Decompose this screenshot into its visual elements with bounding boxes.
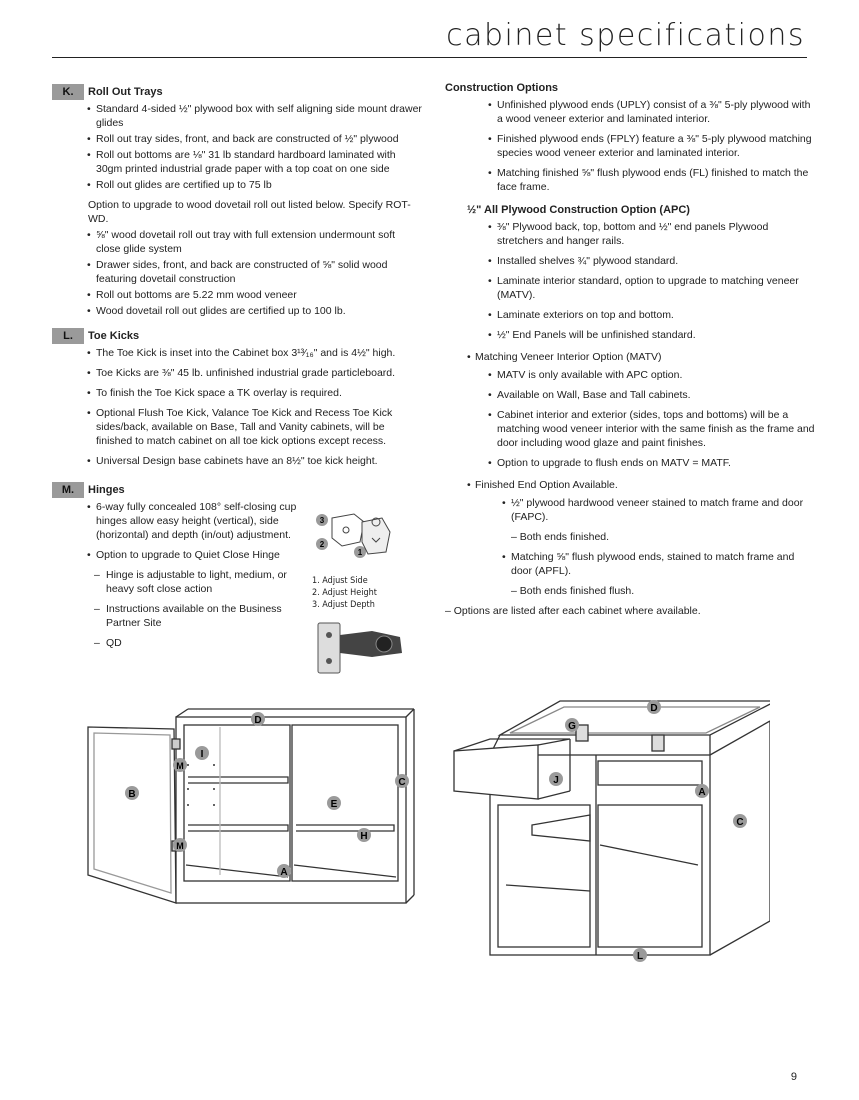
callout-label: J (553, 775, 559, 786)
list-item: • Option to upgrade to flush ends on MATV = MATF. (497, 456, 815, 470)
hinge-figure (312, 512, 412, 682)
section-title: Roll Out Trays (88, 86, 163, 98)
matv-bullets (445, 368, 815, 470)
list-item: – QD (106, 636, 302, 650)
page-title: cabinet specifications (446, 18, 805, 53)
options-footnote: – Options are listed after each cabinet where available. (445, 605, 701, 617)
list-item: • Optional Flush Toe Kick, Valance Toe Kick and Recess Toe Kick sides/back, available on Base, Tall and Vanity cabinets, will be finished to match cabinet on all toe kick options except recess. (96, 406, 422, 448)
list-item: • ½" plywood hardwood veneer stained to match frame and door (FAPC). (511, 496, 815, 524)
list-item: • Matching ⅝" flush plywood ends, stained to match frame and door (APFL). (511, 550, 815, 578)
finished-end-bullet (445, 550, 815, 578)
right-column (445, 82, 815, 618)
list-item: – Hinge is adjustable to light, medium, or heavy soft close action (106, 568, 302, 596)
callout-label: M (176, 841, 184, 851)
hinge-photo-icon (312, 617, 408, 679)
apc-title: ½" All Plywood Construction Option (APC) (467, 204, 690, 216)
list-item: • ⅝" wood dovetail roll out tray with full extension undermount soft close glide system (96, 228, 422, 256)
roll-out-bullets (52, 102, 422, 192)
list-item: • Laminate interior standard, option to upgrade to matching veneer (MATV). (497, 274, 815, 302)
callout-label: A (698, 787, 706, 798)
callout-label: E (330, 799, 338, 810)
list-item: – Instructions available on the Business Partner Site (106, 602, 302, 630)
list-item: • Laminate exteriors on top and bottom. (497, 308, 815, 322)
finished-end-title: • Finished End Option Available. (445, 478, 815, 492)
list-item: • Universal Design base cabinets have an 8½" toe kick height. (96, 454, 422, 468)
finished-end-note: – Both ends finished. (511, 531, 610, 543)
list-item: • Roll out tray sides, front, and back are constructed of ½" plywood (96, 132, 422, 146)
list-item: • Option to upgrade to Quiet Close Hinge (96, 548, 312, 562)
list-item: • 6-way fully concealed 108° self-closing cup hinges allow easy height (vertical), side (horizontal) and depth (in/out) adjustment. (96, 500, 312, 542)
construction-bullets (445, 98, 815, 194)
list-item: • ⅜" Plywood back, top, bottom and ½" end panels Plywood stretchers and hanger rails. (497, 220, 815, 248)
dovetail-bullets (52, 228, 422, 318)
apc-bullets (445, 220, 815, 342)
hinge-num: 3 (319, 516, 325, 525)
section-title: Toe Kicks (88, 330, 140, 342)
list-item: • Finished plywood ends (FPLY) feature a ⅜" 5-ply plywood matching species wood veneer exterior and laminated interior. (497, 132, 815, 160)
list-item: • Toe Kicks are ⅜" 45 lb. unfinished industrial grade particleboard. (96, 366, 422, 380)
list-item: • Matching finished ⅝" flush plywood ends (FL) finished to match the face frame. (497, 166, 815, 194)
section-letter: M. (52, 482, 84, 498)
list-item: • Standard 4-sided ½" plywood box with self aligning side mount drawer glides (96, 102, 422, 130)
callout-label: A (280, 867, 288, 878)
wall-cabinet-diagram (84, 705, 424, 915)
toe-kick-bullets (52, 346, 422, 468)
list-item: • MATV is only available with APC option. (497, 368, 815, 382)
list-item: • Unfinished plywood ends (UPLY) consist of a ⅜" 5-ply plywood with a wood veneer exterior and laminated interior. (497, 98, 815, 126)
section-letter: K. (52, 84, 84, 100)
list-item: • Roll out bottoms are 5.22 mm wood veneer (96, 288, 422, 302)
list-item: • Wood dovetail roll out glides are certified up to 100 lb. (96, 304, 422, 318)
list-item: • The Toe Kick is inset into the Cabinet box 3¹³⁄₁₆" and is 4½" high. (96, 346, 422, 360)
callout-label: G (568, 721, 576, 732)
hinge-dashes (52, 568, 302, 650)
section-k-header (52, 84, 422, 100)
hinge-num: 2 (319, 540, 325, 549)
hinge-num: 1 (357, 548, 363, 557)
matv-title: • Matching Veneer Interior Option (MATV) (445, 350, 815, 364)
section-l-header (52, 328, 422, 344)
callout-label: B (128, 789, 136, 800)
callout-label: D (650, 703, 658, 714)
list-item: • To finish the Toe Kick space a TK overlay is required. (96, 386, 422, 400)
hinge-caption: 1. Adjust Side (312, 576, 368, 586)
list-item: • Drawer sides, front, and back are constructed of ⅝" solid wood featuring dovetail construction (96, 258, 422, 286)
hinge-bullets (52, 500, 312, 562)
hinge-caption: 2. Adjust Height (312, 588, 377, 598)
list-item: • Roll out bottoms are ⅛" 31 lb standard hardboard laminated with 30gm printed industrial grade paper with a top coat on one side (96, 148, 422, 176)
construction-options-title: Construction Options (445, 82, 559, 94)
hinge-adjust-illustration (312, 512, 412, 572)
callout-label: C (398, 777, 406, 788)
base-cabinet-diagram (450, 695, 770, 965)
callout-label: C (736, 817, 744, 828)
callout-label: H (360, 831, 368, 842)
list-item: • ½" End Panels will be unfinished standard. (497, 328, 815, 342)
header-rule (52, 57, 807, 58)
list-item: • Cabinet interior and exterior (sides, tops and bottoms) will be a matching wood veneer interior with the same finish as the frame and door including wood glaze and paint finishes. (497, 408, 815, 450)
section-m-header (52, 482, 422, 498)
callout-label: M (176, 761, 184, 771)
section-letter: L. (52, 328, 84, 344)
callout-label: I (200, 749, 204, 760)
list-item: • Installed shelves ¾" plywood standard. (497, 254, 815, 268)
list-item: • Available on Wall, Base and Tall cabinets. (497, 388, 815, 402)
section-title: Hinges (88, 484, 125, 496)
page-number: 9 (790, 1071, 797, 1083)
finished-end-bullet (445, 496, 815, 524)
upgrade-note: Option to upgrade to wood dovetail roll out listed below. Specify ROT-WD. (88, 199, 411, 225)
finished-end-note: – Both ends finished flush. (511, 585, 635, 597)
list-item: • Roll out glides are certified up to 75 lb (96, 178, 422, 192)
callout-label: L (636, 951, 644, 962)
callout-label: D (254, 715, 262, 726)
hinge-caption: 3. Adjust Depth (312, 600, 375, 610)
